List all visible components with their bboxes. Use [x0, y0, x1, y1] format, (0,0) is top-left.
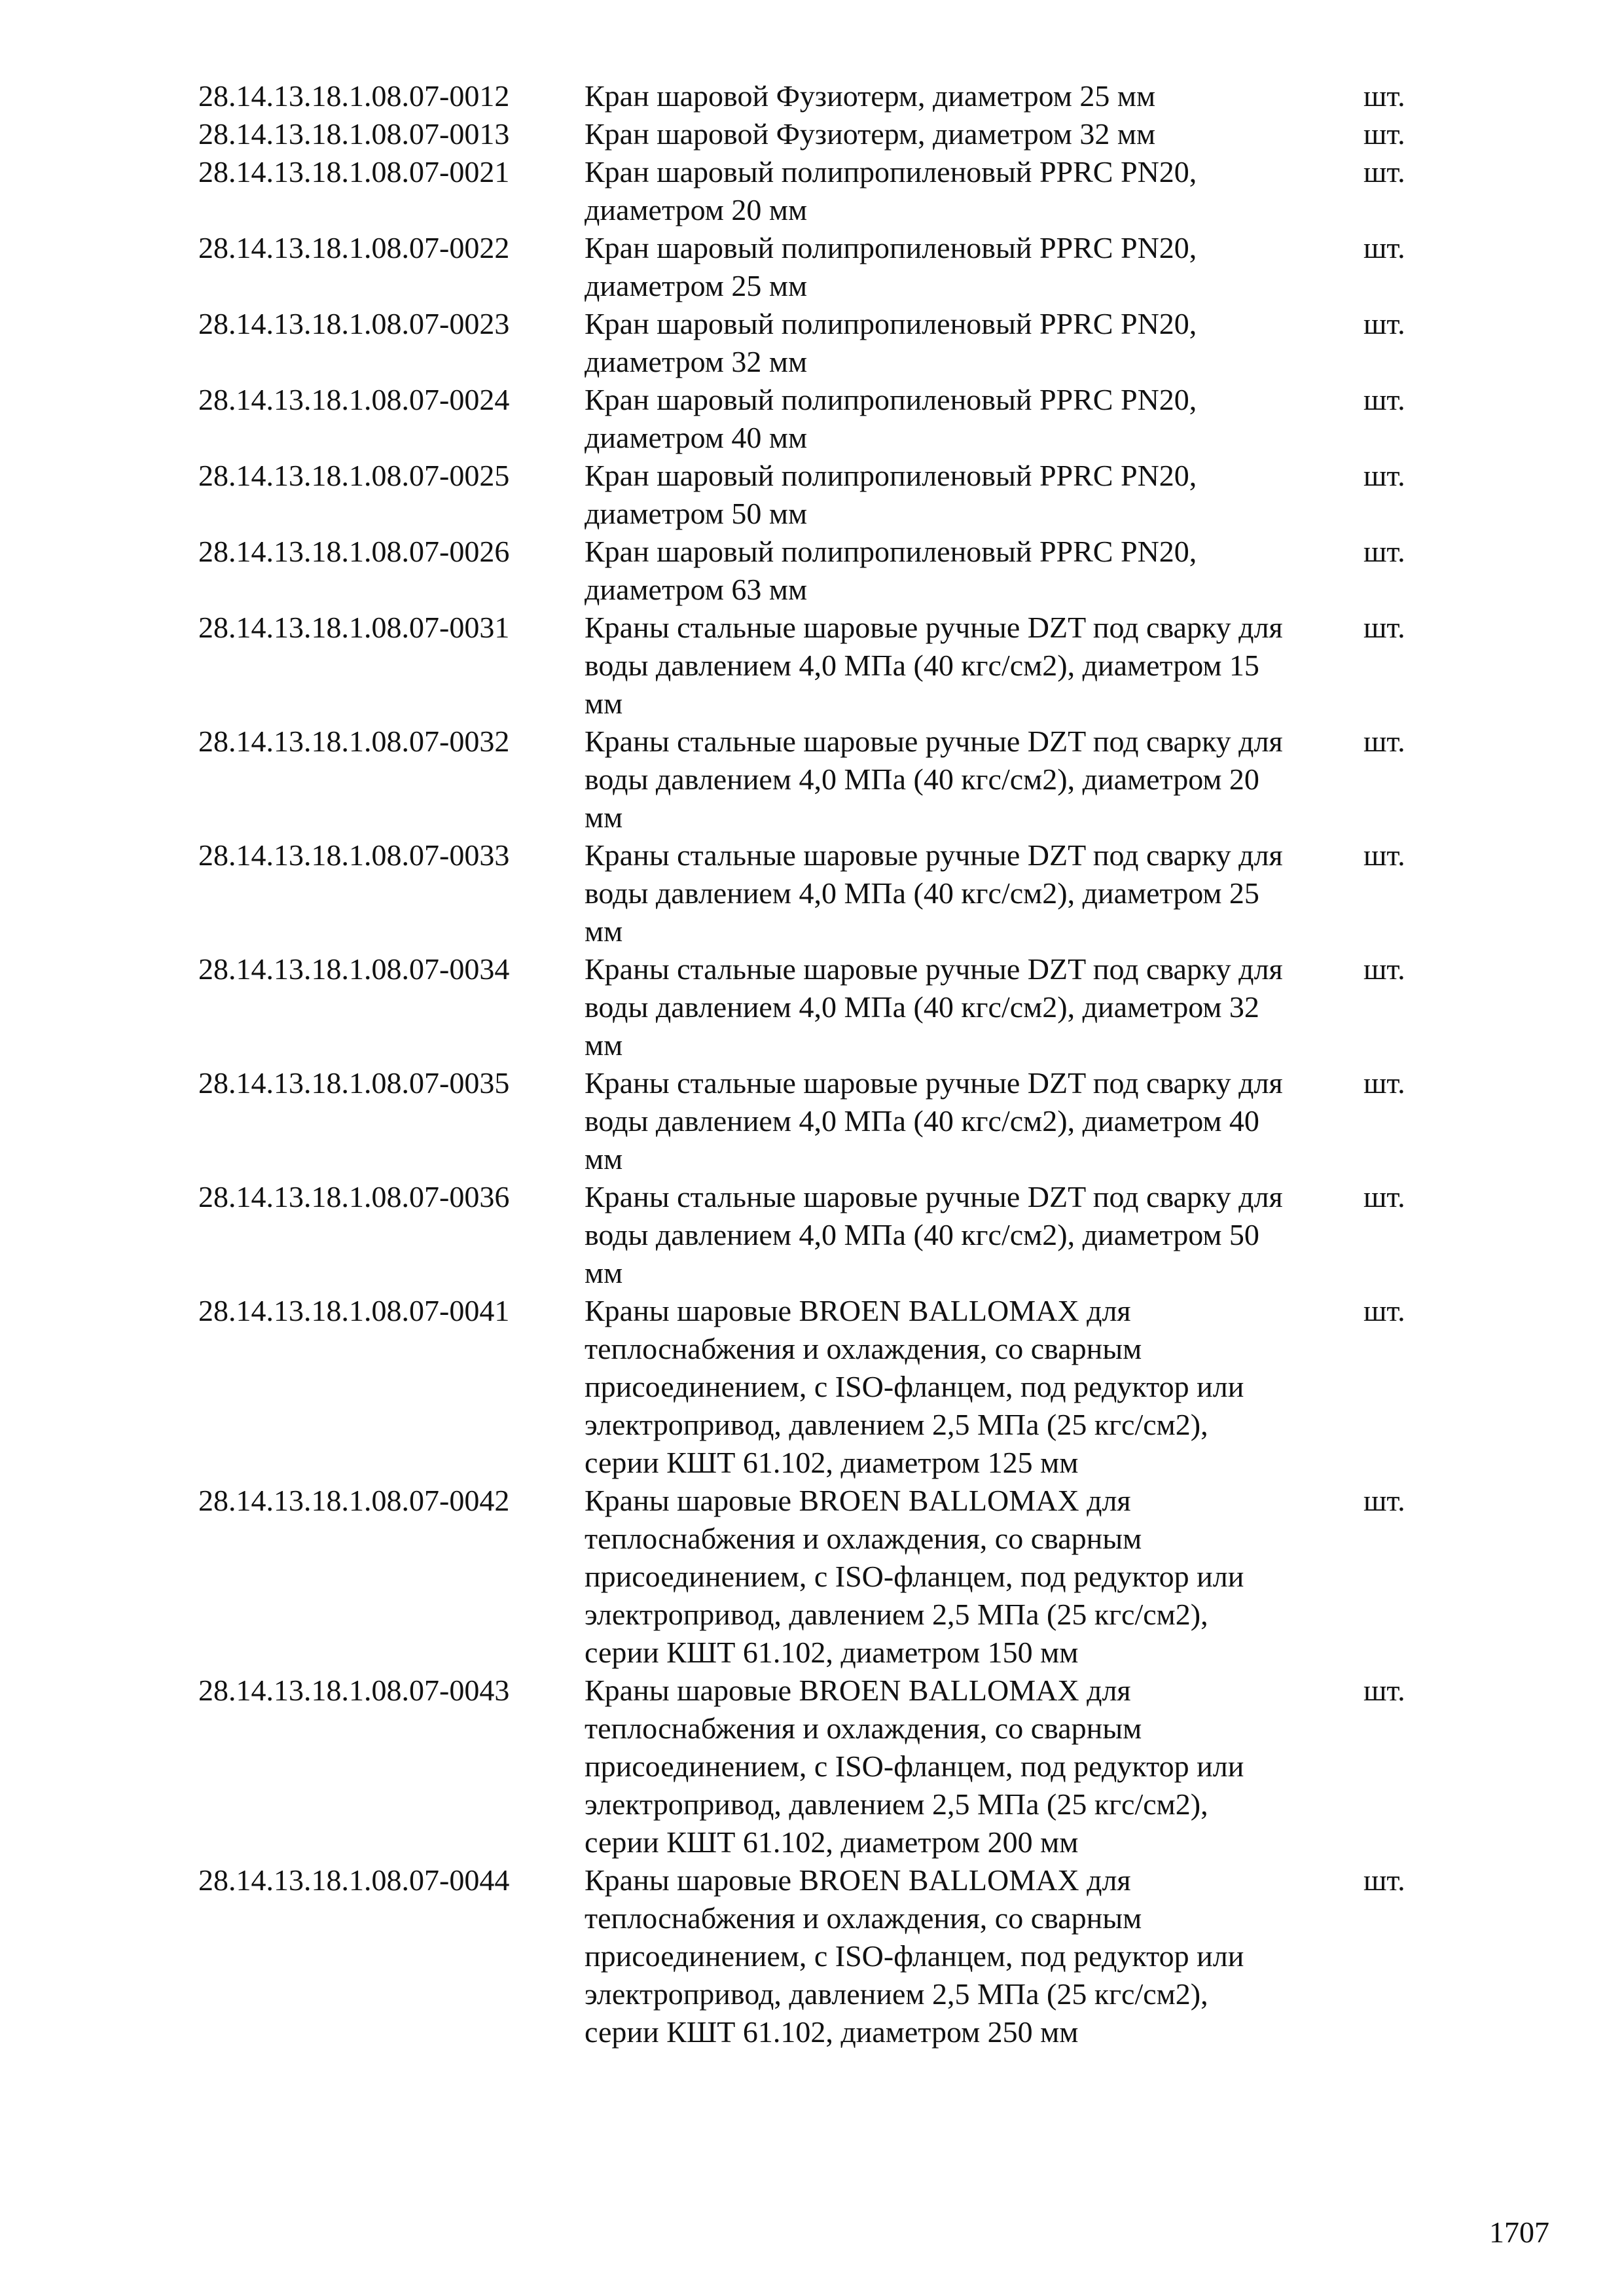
item-unit: шт.: [1363, 1863, 1405, 1897]
description-line: воды давлением 4,0 МПа (40 кгс/см2), диаметром 32: [585, 990, 1259, 1024]
item-unit: шт.: [1363, 1066, 1405, 1100]
item-code: 28.14.13.18.1.08.07-0022: [198, 231, 510, 264]
description-line: Краны шаровые BROEN BALLOMAX для: [585, 1674, 1131, 1707]
item-code: 28.14.13.18.1.08.07-0032: [198, 725, 510, 758]
description-line: теплоснабжения и охлаждения, со сварным: [585, 1712, 1142, 1745]
item-unit: шт.: [1363, 383, 1405, 416]
price-list-table: [198, 77, 1442, 2051]
item-description: [585, 1292, 1363, 1482]
description-line: Кран шаровый полипропиленовый PPRC PN20,: [585, 535, 1197, 568]
description-line: воды давлением 4,0 МПа (40 кгс/см2), диаметром 25: [585, 876, 1259, 910]
description-line: теплоснабжения и охлаждения, со сварным: [585, 1901, 1142, 1935]
description-line: мм: [585, 687, 623, 720]
item-code: 28.14.13.18.1.08.07-0026: [198, 535, 510, 568]
description-line: электропривод, давлением 2,5 МПа (25 кгс/см2),: [585, 1787, 1208, 1821]
description-line: Кран шаровой Фузиотерм, диаметром 32 мм: [585, 117, 1156, 151]
item-code: 28.14.13.18.1.08.07-0044: [198, 1863, 510, 1897]
item-code: 28.14.13.18.1.08.07-0025: [198, 459, 510, 492]
description-line: Краны шаровые BROEN BALLOMAX для: [585, 1863, 1131, 1897]
description-line: Кран шаровый полипропиленовый PPRC PN20,: [585, 155, 1197, 188]
table-row: [198, 1178, 1442, 1292]
item-unit: шт.: [1363, 611, 1405, 644]
description-line: электропривод, давлением 2,5 МПа (25 кгс/см2),: [585, 1598, 1208, 1631]
item-code: 28.14.13.18.1.08.07-0033: [198, 838, 510, 872]
item-unit: шт.: [1363, 459, 1405, 492]
item-code: 28.14.13.18.1.08.07-0012: [198, 79, 510, 113]
description-line: воды давлением 4,0 МПа (40 кгс/см2), диаметром 40: [585, 1104, 1259, 1138]
item-unit: шт.: [1363, 231, 1405, 264]
item-unit: шт.: [1363, 838, 1405, 872]
table-row: [198, 1861, 1442, 2051]
item-code: 28.14.13.18.1.08.07-0031: [198, 611, 510, 644]
item-unit: шт.: [1363, 1294, 1405, 1327]
item-unit: шт.: [1363, 1674, 1405, 1707]
description-line: теплоснабжения и охлаждения, со сварным: [585, 1332, 1142, 1365]
table-row: [198, 609, 1442, 723]
description-line: диаметром 32 мм: [585, 345, 808, 378]
description-line: серии КШТ 61.102, диаметром 200 мм: [585, 1825, 1079, 1859]
item-description: [585, 836, 1363, 950]
item-code: 28.14.13.18.1.08.07-0035: [198, 1066, 510, 1100]
item-description: [585, 1861, 1363, 2051]
item-description: [585, 153, 1363, 229]
table-row: [198, 305, 1442, 381]
table-row: [198, 1292, 1442, 1482]
item-description: [585, 1178, 1363, 1292]
table-row: [198, 723, 1442, 836]
table-row: [198, 457, 1442, 533]
item-description: [585, 381, 1363, 457]
description-line: серии КШТ 61.102, диаметром 125 мм: [585, 1446, 1079, 1479]
item-unit: шт.: [1363, 117, 1405, 151]
item-description: [585, 609, 1363, 723]
description-line: воды давлением 4,0 МПа (40 кгс/см2), диаметром 50: [585, 1218, 1259, 1251]
description-line: Краны стальные шаровые ручные DZT под сварку для: [585, 725, 1283, 758]
item-unit: шт.: [1363, 155, 1405, 188]
table-row: [198, 836, 1442, 950]
description-line: Краны стальные шаровые ручные DZT под сварку для: [585, 838, 1283, 872]
table-row: [198, 1064, 1442, 1178]
item-code: 28.14.13.18.1.08.07-0023: [198, 307, 510, 340]
description-line: воды давлением 4,0 МПа (40 кгс/см2), диаметром 15: [585, 649, 1259, 682]
item-unit: шт.: [1363, 1484, 1405, 1517]
item-code: 28.14.13.18.1.08.07-0013: [198, 117, 510, 151]
description-line: Краны шаровые BROEN BALLOMAX для: [585, 1484, 1131, 1517]
item-unit: шт.: [1363, 1180, 1405, 1213]
description-line: диаметром 20 мм: [585, 193, 808, 226]
description-line: Краны стальные шаровые ручные DZT под сварку для: [585, 1180, 1283, 1213]
description-line: Краны стальные шаровые ручные DZT под сварку для: [585, 952, 1283, 986]
item-unit: шт.: [1363, 79, 1405, 113]
description-line: Кран шаровый полипропиленовый PPRC PN20,: [585, 307, 1197, 340]
description-line: мм: [585, 1028, 623, 1062]
item-description: [585, 115, 1363, 153]
description-line: диаметром 40 мм: [585, 421, 808, 454]
item-unit: шт.: [1363, 307, 1405, 340]
table-row: [198, 533, 1442, 609]
table-row: [198, 77, 1442, 115]
item-code: 28.14.13.18.1.08.07-0034: [198, 952, 510, 986]
description-line: электропривод, давлением 2,5 МПа (25 кгс/см2),: [585, 1977, 1208, 2011]
table-row: [198, 950, 1442, 1064]
item-description: [585, 1482, 1363, 1672]
item-description: [585, 1064, 1363, 1178]
table-row: [198, 1672, 1442, 1861]
description-line: мм: [585, 1256, 623, 1289]
description-line: мм: [585, 800, 623, 834]
description-line: теплоснабжения и охлаждения, со сварным: [585, 1522, 1142, 1555]
item-unit: шт.: [1363, 725, 1405, 758]
description-line: Краны стальные шаровые ручные DZT под сварку для: [585, 611, 1283, 644]
description-line: присоединением, с ISO-фланцем, под редуктор или: [585, 1749, 1244, 1783]
description-line: Кран шаровой Фузиотерм, диаметром 25 мм: [585, 79, 1156, 113]
item-description: [585, 305, 1363, 381]
description-line: Кран шаровый полипропиленовый PPRC PN20,: [585, 459, 1197, 492]
description-line: мм: [585, 1142, 623, 1175]
item-code: 28.14.13.18.1.08.07-0024: [198, 383, 510, 416]
item-code: 28.14.13.18.1.08.07-0041: [198, 1294, 510, 1327]
table-row: [198, 115, 1442, 153]
description-line: диаметром 50 мм: [585, 497, 808, 530]
item-code: 28.14.13.18.1.08.07-0021: [198, 155, 510, 188]
page-number: 1707: [1489, 2215, 1549, 2249]
item-unit: шт.: [1363, 952, 1405, 986]
description-line: серии КШТ 61.102, диаметром 150 мм: [585, 1636, 1079, 1669]
item-description: [585, 723, 1363, 836]
description-line: присоединением, с ISO-фланцем, под редуктор или: [585, 1560, 1244, 1593]
item-description: [585, 533, 1363, 609]
item-code: 28.14.13.18.1.08.07-0036: [198, 1180, 510, 1213]
table-row: [198, 381, 1442, 457]
description-line: Кран шаровый полипропиленовый PPRC PN20,: [585, 231, 1197, 264]
description-line: Краны стальные шаровые ручные DZT под сварку для: [585, 1066, 1283, 1100]
description-line: воды давлением 4,0 МПа (40 кгс/см2), диаметром 20: [585, 762, 1259, 796]
description-line: мм: [585, 914, 623, 948]
item-description: [585, 950, 1363, 1064]
description-line: Краны шаровые BROEN BALLOMAX для: [585, 1294, 1131, 1327]
description-line: присоединением, с ISO-фланцем, под редуктор или: [585, 1939, 1244, 1973]
item-description: [585, 77, 1363, 115]
description-line: присоединением, с ISO-фланцем, под редуктор или: [585, 1370, 1244, 1403]
table-row: [198, 229, 1442, 305]
description-line: электропривод, давлением 2,5 МПа (25 кгс/см2),: [585, 1408, 1208, 1441]
description-line: серии КШТ 61.102, диаметром 250 мм: [585, 2015, 1079, 2049]
item-description: [585, 1672, 1363, 1861]
description-line: диаметром 25 мм: [585, 269, 808, 302]
table-row: [198, 1482, 1442, 1672]
item-description: [585, 457, 1363, 533]
description-line: диаметром 63 мм: [585, 573, 808, 606]
item-code: 28.14.13.18.1.08.07-0042: [198, 1484, 510, 1517]
description-line: Кран шаровый полипропиленовый PPRC PN20,: [585, 383, 1197, 416]
item-unit: шт.: [1363, 535, 1405, 568]
table-row: [198, 153, 1442, 229]
item-code: 28.14.13.18.1.08.07-0043: [198, 1674, 510, 1707]
item-description: [585, 229, 1363, 305]
